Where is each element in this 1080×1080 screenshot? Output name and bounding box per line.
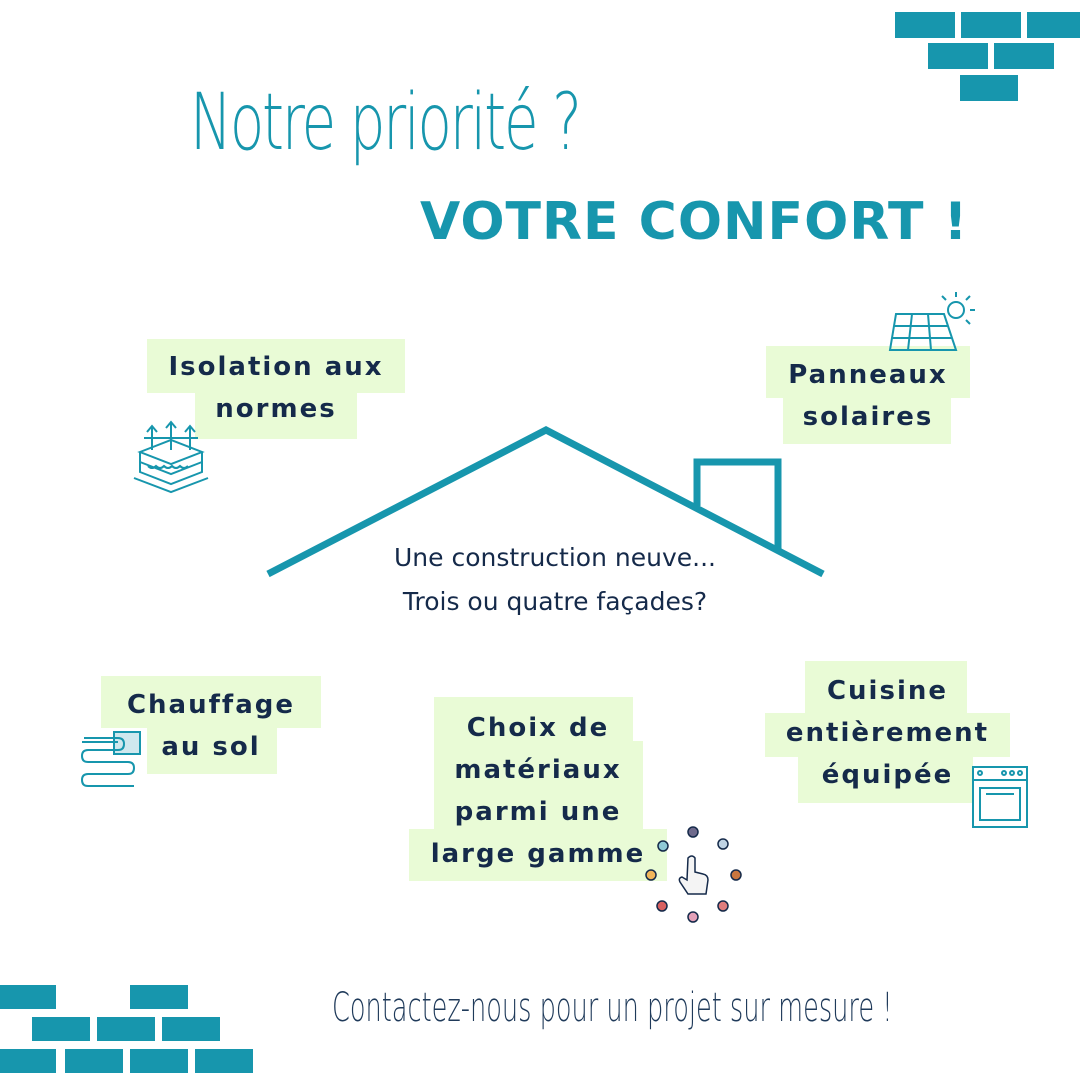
floor-heating-icon [78, 728, 144, 798]
oven-icon [970, 764, 1030, 830]
footer-cta: Contactez-nous pour un projet sur mesure ! [332, 985, 893, 1031]
feature-materiaux-line-1: Choix de [466, 713, 610, 743]
feature-materiaux-line-4: large gamme [430, 839, 646, 869]
feature-isolation-line-1: Isolation aux [168, 352, 384, 382]
feature-panneaux-line-1: Panneaux [788, 360, 948, 390]
feature-isolation [147, 346, 405, 430]
feature-cuisine-line-2: entièrement [785, 718, 990, 748]
solar-panel-icon [886, 288, 976, 354]
title-script: Notre priorité ? [190, 78, 580, 168]
center-line-2: Trois ou quatre façades? [402, 587, 708, 616]
feature-materiaux-line-3: parmi une [454, 797, 622, 827]
feature-cuisine-line-1: Cuisine [826, 676, 949, 706]
feature-materiaux [409, 707, 667, 875]
feature-isolation-line-2: normes [215, 394, 337, 424]
feature-cuisine-line-3: équipée [821, 760, 954, 790]
feature-panneaux-line-2: solaires [802, 402, 934, 432]
center-line-1: Une construction neuve... [394, 543, 716, 572]
feature-chauffage-line-1: Chauffage [126, 690, 296, 720]
feature-panneaux [766, 354, 970, 438]
material-picker-icon [640, 820, 750, 930]
feature-chauffage-line-2: au sol [161, 732, 261, 762]
title-bold: VOTRE CONFORT ! [420, 192, 969, 252]
feature-materiaux-line-2: matériaux [454, 755, 622, 785]
center-text [330, 536, 780, 624]
insulation-icon [130, 420, 212, 498]
